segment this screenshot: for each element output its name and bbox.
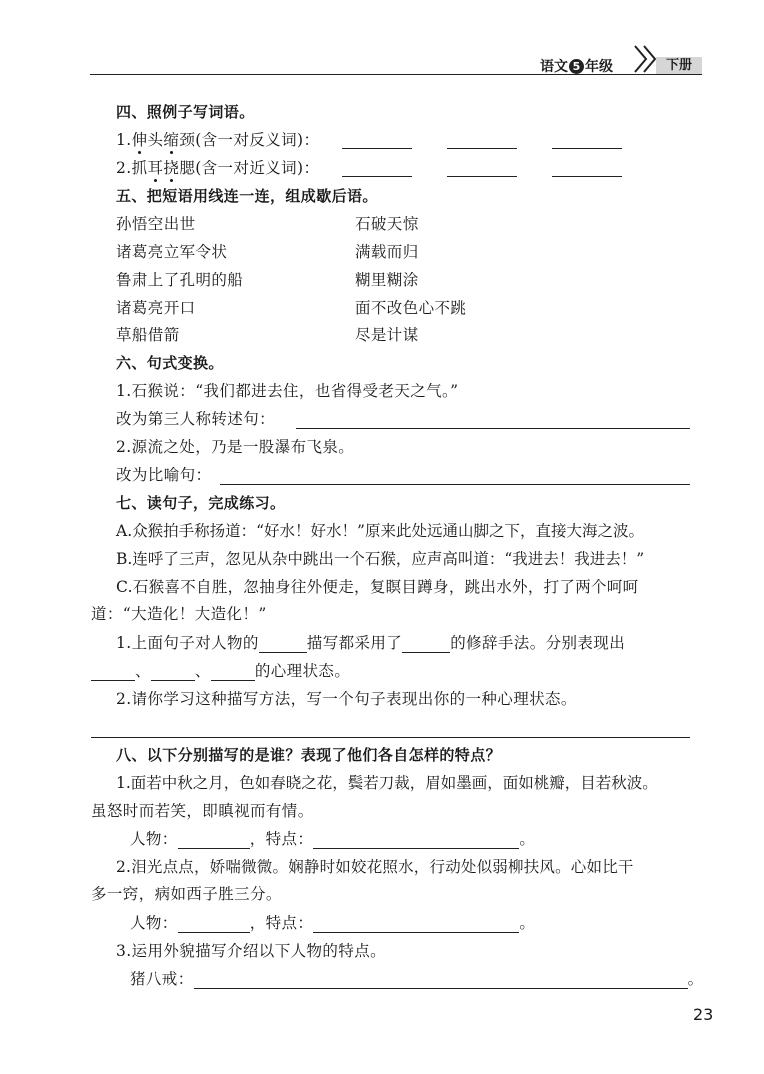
grade-suffix: 年级 — [585, 59, 613, 75]
section6-q1-prompt: 改为第三人称转述句： — [116, 410, 276, 428]
match-right-item[interactable]: 石破天惊 — [355, 215, 419, 233]
answer-blank[interactable] — [91, 664, 135, 681]
answer-blank[interactable] — [552, 176, 622, 177]
answer-line[interactable] — [296, 428, 690, 429]
section4-q1 — [116, 130, 319, 150]
grade-number-badge: 5 — [569, 59, 584, 74]
answer-blank[interactable] — [211, 664, 255, 681]
section8-title: 八、以下分别描写的是谁？表现了他们各自怎样的特点？ — [116, 746, 502, 764]
match-right-item[interactable]: 面不改色心不跳 — [355, 299, 467, 317]
trait-blank[interactable] — [313, 916, 519, 933]
section8-passage1-line2: 虽怒时而若笑，即瞋视而有情。 — [91, 802, 314, 820]
section7-sentence-c-line2: 道：“大造化！大造化！” — [91, 605, 267, 623]
answer-line[interactable] — [91, 737, 690, 738]
page-number: 23 — [693, 1005, 714, 1024]
q-text: 的修辞手法。分别表现出 — [450, 634, 626, 652]
dotted-char: 伸 — [131, 131, 148, 149]
q-text: 的心理状态。 — [254, 662, 351, 680]
period: 。 — [687, 970, 704, 988]
match-left-item[interactable]: 诸葛亮开口 — [116, 299, 196, 317]
section7-q1-line2 — [91, 661, 350, 681]
section6-q2: 2.源流之处，乃是一股瀑布飞泉。 — [116, 438, 355, 456]
person-label: 人物： — [130, 830, 178, 848]
section8-passage1-line1: 1.面若中秋之月，色如春晓之花，鬓若刀裁，眉如墨画，面如桃瓣，目若秋波。 — [116, 774, 658, 792]
section7-sentence-c-line1: C.石猴喜不自胜，忽抽身往外便走，复瞑目蹲身，跳出水外，打了两个呵呵 — [116, 578, 639, 596]
section8-passage2-line2: 多一窍，病如西子胜三分。 — [91, 885, 282, 903]
section4-q2 — [116, 158, 319, 178]
subject-label: 语文 — [540, 59, 568, 75]
section5-title: 五、把短语用线连一连，组成歇后语。 — [116, 187, 378, 205]
section8-passage2-line1: 2.泪光点点，娇喘微微。娴静时如姣花照水，行动处似弱柳扶风。心如比干 — [116, 858, 634, 876]
q-number: 2. — [116, 159, 132, 177]
section8-answer3 — [130, 969, 704, 989]
q-text: 1.上面句子对人物的 — [116, 634, 259, 652]
answer-blank[interactable] — [447, 148, 517, 149]
trait-label: ，特点： — [249, 830, 314, 848]
character-label: 猪八戒： — [130, 970, 194, 988]
period: 。 — [519, 914, 536, 932]
answer-blank[interactable] — [552, 148, 622, 149]
answer-blank[interactable] — [402, 636, 450, 653]
match-left-item[interactable]: 孙悟空出世 — [116, 215, 196, 233]
person-blank[interactable] — [178, 916, 250, 933]
match-left-item[interactable]: 诸葛亮立军令状 — [116, 243, 228, 261]
dotted-char: 缩 — [163, 131, 180, 149]
match-right-item[interactable]: 满载而归 — [355, 243, 419, 261]
section7-q1 — [116, 633, 625, 653]
q-number: 1. — [116, 131, 132, 149]
section8-answer1 — [130, 829, 535, 849]
section4-title: 四、照例子写词语。 — [116, 103, 255, 121]
section7-title: 七、读句子，完成练习。 — [116, 494, 286, 512]
section6-q1: 1.石猴说：“我们都进去住，也省得受老天之气。” — [116, 382, 459, 400]
section7-sentence-a: A.众猴拍手称扬道：“好水！好水！”原来此处远通山脚之下，直接大海之波。 — [116, 522, 644, 540]
q-text: 腮(含一对近义词)： — [179, 159, 320, 177]
period: 。 — [519, 830, 536, 848]
answer-blank[interactable] — [151, 664, 195, 681]
person-label: 人物： — [130, 914, 178, 932]
q-text: 描写都采用了 — [306, 634, 403, 652]
match-right-item[interactable]: 尽是计谋 — [355, 326, 419, 344]
section7-sentence-b: B.连呼了三声，忽见从杂中跳出一个石猴，应声高叫道：“我进去！我进去！” — [116, 550, 645, 568]
match-left-item[interactable]: 草船借箭 — [116, 326, 180, 344]
trait-label: ，特点： — [249, 914, 314, 932]
answer-line[interactable] — [194, 972, 688, 989]
section7-q2: 2.请你学习这种描写方法，写一个句子表现出你的一种心理状态。 — [116, 690, 577, 708]
answer-blank[interactable] — [259, 636, 307, 653]
answer-blank[interactable] — [342, 176, 412, 177]
dotted-char: 挠 — [163, 159, 180, 177]
answer-blank[interactable] — [447, 176, 517, 177]
section8-q3: 3.运用外貌描写介绍以下人物的特点。 — [116, 942, 386, 960]
trait-blank[interactable] — [313, 832, 519, 849]
match-left-item[interactable]: 鲁肃上了孔明的船 — [116, 271, 244, 289]
q-text: 颈(含一对反义词)： — [179, 131, 320, 149]
answer-line[interactable] — [220, 484, 690, 485]
volume-badge: 下册 — [656, 57, 702, 74]
section6-title: 六、句式变换。 — [116, 354, 224, 372]
char: 抓 — [131, 159, 148, 177]
match-right-item[interactable]: 糊里糊涂 — [355, 271, 419, 289]
char: 头 — [147, 131, 164, 149]
separator: 、 — [194, 662, 211, 680]
dotted-char: 耳 — [147, 159, 164, 177]
person-blank[interactable] — [178, 832, 250, 849]
section8-answer2 — [130, 913, 535, 933]
section6-q2-prompt: 改为比喻句： — [116, 466, 212, 484]
answer-blank[interactable] — [342, 148, 412, 149]
header-subject — [540, 56, 613, 76]
separator: 、 — [135, 662, 151, 680]
